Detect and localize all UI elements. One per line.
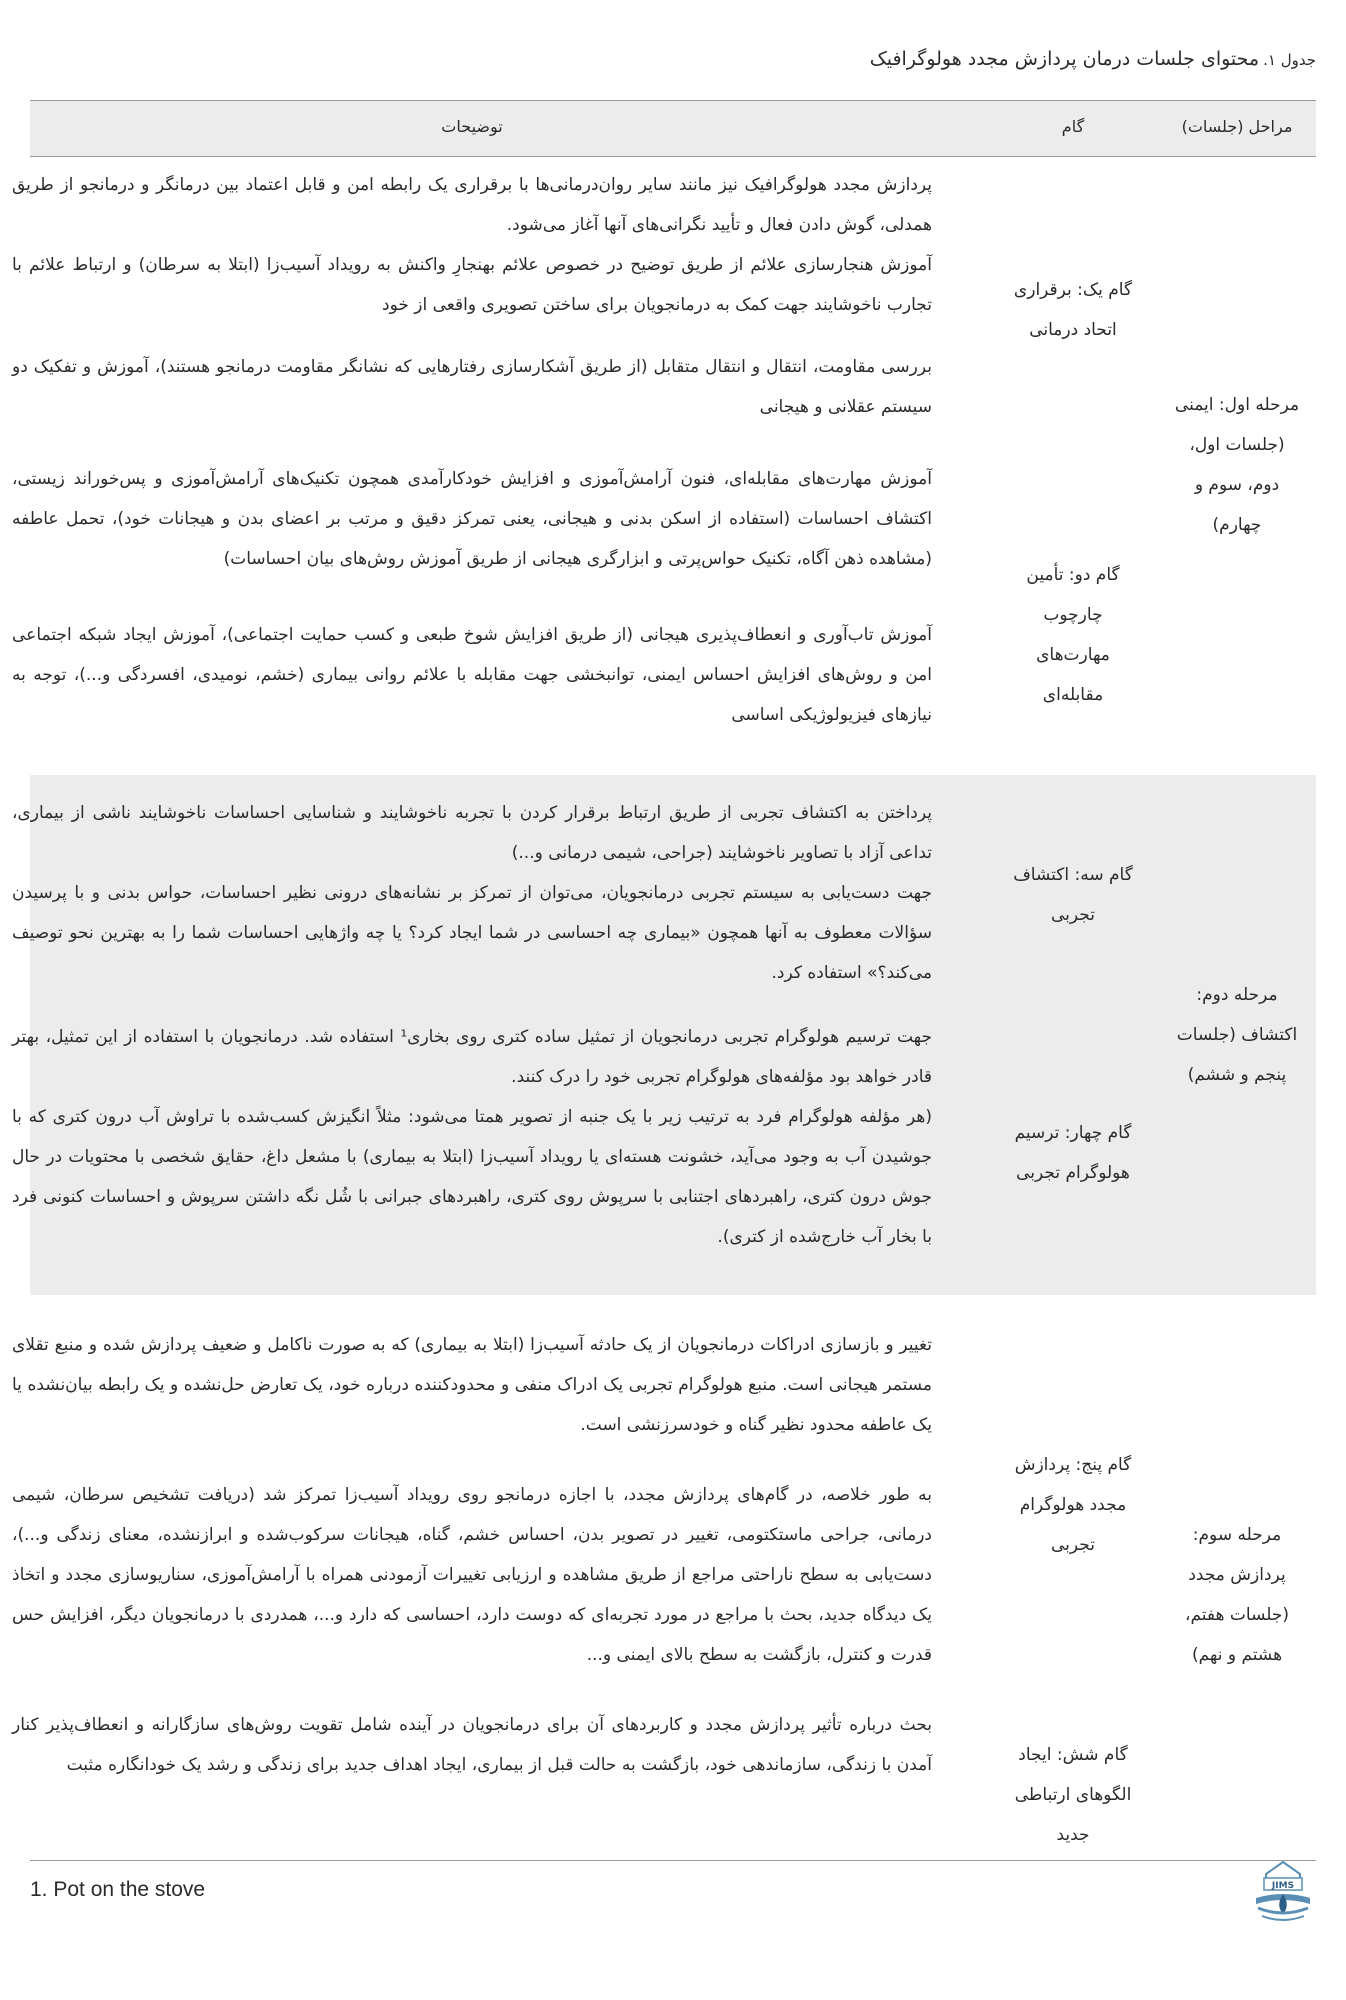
stage-cell: مرحله سوم: پردازش مجدد (جلسات هفتم، هشتم و نهم) — [1184, 1525, 1290, 1665]
description-paragraph: پرداختن به اکتشاف تجربی از طریق ارتباط برقرار کردن با تجربه ناخوشایند و شناسایی احساسات ناخوشایند ناشی از بیماری، تداعی آزاد با تصاویر ناخوشایند (جراحی، شیمی درمانی و...) — [12, 803, 932, 863]
step-cell: گام پنج: پردازش مجدد هولوگرام تجربی — [1014, 1455, 1132, 1555]
header-stages: مراحل (جلسات) — [1181, 117, 1293, 136]
step-cell: گام شش: ایجاد الگوهای ارتباطی جدید — [1014, 1745, 1132, 1845]
table-row — [12, 155, 1316, 775]
description-paragraph: جهت دست‌یابی به سیستم تجربی درمانجویان، می‌توان از تمرکز بر نشانه‌های درونی نظیر احساسات، حواس بدنی و با پرسیدن سؤالات معطوف به آنها همچون «بیماری چه احساسی در شما ایجاد کرد؟ یا چه واژهایی احساسات شما را به بهترین نحو توصیف می‌کند؟» استفاده کرد. — [12, 883, 932, 983]
journal-logo — [1248, 1858, 1318, 1928]
description-paragraph: بررسی مقاومت، انتقال و انتقال متقابل (از طریق آشکارسازی رفتارهایی که نشانگر مقاومت درمانجو هستند)، آموزش و تفکیک دو سیستم عقلانی و هیجانی — [12, 357, 932, 417]
description-paragraph: آموزش تاب‌آوری و انعطاف‌پذیری هیجانی (از طریق افزایش شوخ طبعی و کسب حمایت اجتماعی)، آموزش ایجاد شبکه اجتماعی امن و روش‌های افزایش احساس ایمنی، توانبخشی جهت مقابله با علائم روانی بیماری (خشم، نومیدی، افسردگی و...)، توجه به نیازهای فیزیولوژیکی اساسی — [12, 625, 932, 725]
table-caption-label: جدول ۱. — [1263, 51, 1316, 69]
footnote: 1. Pot on the stove — [30, 1878, 206, 1901]
step-cell: گام یک: برقراری اتحاد درمانی — [1013, 280, 1133, 340]
description-cell — [12, 165, 932, 735]
table-bottom-rule — [30, 1860, 1316, 1861]
stage-cell: مرحله دوم: اکتشاف (جلسات پنجم و ششم) — [1176, 985, 1298, 1085]
description-paragraph: جهت ترسیم هولوگرام تجربی درمانجویان از تمثیل ساده کتری روی بخاری¹ استفاده شد. درمانجویان با استفاده از این تمثیل، بهتر قادر خواهد بود مؤلفه‌های هولوگرام تجربی خود را درک کنند. — [12, 1027, 932, 1087]
stage-cell: مرحله اول: ایمنی (جلسات اول، دوم، سوم و چهارم) — [1174, 395, 1300, 535]
table-row — [12, 1295, 1316, 1860]
table-caption-title: محتوای جلسات درمان پردازش مجدد هولوگرافیک — [869, 48, 1260, 70]
description-paragraph: پردازش مجدد هولوگرافیک نیز مانند سایر روان‌درمانی‌ها با برقراری یک رابطه امن و قابل اعتماد بین درمانگر و درمانجو از طریق همدلی، گوش دادن فعال و تأیید نگرانی‌های آنها آغاز می‌شود. — [12, 175, 932, 235]
header-description: توضیحات — [441, 117, 503, 136]
description-paragraph: (هر مؤلفه هولوگرام فرد به ترتیب زیر با یک جنبه از تصویر همتا می‌شود: مثلاً انگیزش کسب‌شده با تراوش آب درون کتری که با جوشیدن آب به وجود می‌آید، خشونت هسته‌ای یا رویداد آسیب‌زا (ابتلا به بیماری) با مشعل داغ، حقایق شخصی با محتویات در حال جوش درون کتری، راهبردهای اجتنابی با سرپوش روی کتری، راهبردهای جبرانی با شُل نگه داشتن سرپوش و احساسات کنونی فرد با بخار آب خارج‌شده از کتری). — [12, 1107, 932, 1247]
header-step: گام — [1061, 117, 1085, 136]
description-paragraph: آموزش مهارت‌های مقابله‌ای، فنون آرامش‌آموزی و افزایش خودکارآمدی همچون تکنیک‌های آرامش‌آموزی و پس‌خوراند زیستی، اکتشاف احساسات (استفاده از اسکن بدنی و هیجانی، یعنی تمرکز دقیق و مرتب بر اعضای بدن و هیجانات خود)، تحمل عاطفه (مشاهده ذهن آگاه، تکنیک حواس‌پرتی و ابزارگری هیجانی از طریق آموزش روش‌های بیان احساسات) — [12, 469, 932, 569]
step-cell: گام دو: تأمین چارچوب مهارت‌های مقابله‌ای — [1026, 565, 1120, 705]
description-paragraph: آموزش هنجارسازی علائم از طریق توضیح در خصوص علائم بهنجارِ واکنش به رویداد آسیب‌زا (ابتلا به سرطان) و ارتباط علائم با تجارب ناخوشایند جهت کمک به درمانجویان برای ساختن تصویری واقعی از خود — [12, 255, 932, 315]
table-header — [30, 100, 1316, 157]
description-paragraph: بحث درباره تأثیر پردازش مجدد و کاربردهای آن برای درمانجویان در آینده شامل تقویت روش‌های سازگارانه و انعطاف‌پذیر کنار آمدن با زندگی، سازماندهی خود، بازگشت به حالت قبل از بیماری، ایجاد اهداف جدید برای زندگی و رشد یک خودانگاره مثبت — [12, 1715, 932, 1775]
description-cell — [12, 1325, 932, 1785]
step-cell: گام سه: اکتشاف تجربی — [1013, 865, 1133, 925]
step-cell: گام چهار: ترسیم هولوگرام تجربی — [1014, 1123, 1132, 1183]
table-caption — [870, 48, 1316, 70]
description-paragraph: تغییر و بازسازی ادراکات درمانجویان از یک حادثه آسیب‌زا (ابتلا به بیماری) که به صورت ناکامل و ضعیف پردازش شده و منبع تقلای مستمر هیجانی است. منبع هولوگرام تجربی یک ادراک منفی و محدودکننده درباره خود، یک تعارض حل‌نشده و یک رابطه بیان‌نشده یا یک عاطفه محدود نظیر گناه و خودسرزنشی است. — [12, 1335, 932, 1435]
description-cell — [12, 793, 932, 1257]
logo-text: JIMS — [1271, 1881, 1295, 1891]
table-row — [12, 775, 1316, 1295]
description-paragraph: به طور خلاصه، در گام‌های پردازش مجدد، با اجازه درمانجو روی رویداد آسیب‌زا تمرکز شد (دریافت تشخیص سرطان، شیمی درمانی، جراحی ماستکتومی، تغییر در تصویر بدن، احساس خشم، گناه، هیجانات سرکوب‌شده و ابرازنشده، معنای زندگی و...)، دست‌یابی به سطح ناراحتی مراجع از طریق مشاهده و ارزیابی تغییرات آزمودنی همراه با آرامش‌آموزی، سناریوسازی مجدد و اتخاذ یک دیدگاه جدید، بحث با مراجع در مورد تجربه‌ای که دوست دارد، احساسی که دارد و...، همدردی با درمانجویان دیگر، افزایش حس قدرت و کنترل، بازگشت به سطح بالای ایمنی و... — [12, 1485, 932, 1665]
